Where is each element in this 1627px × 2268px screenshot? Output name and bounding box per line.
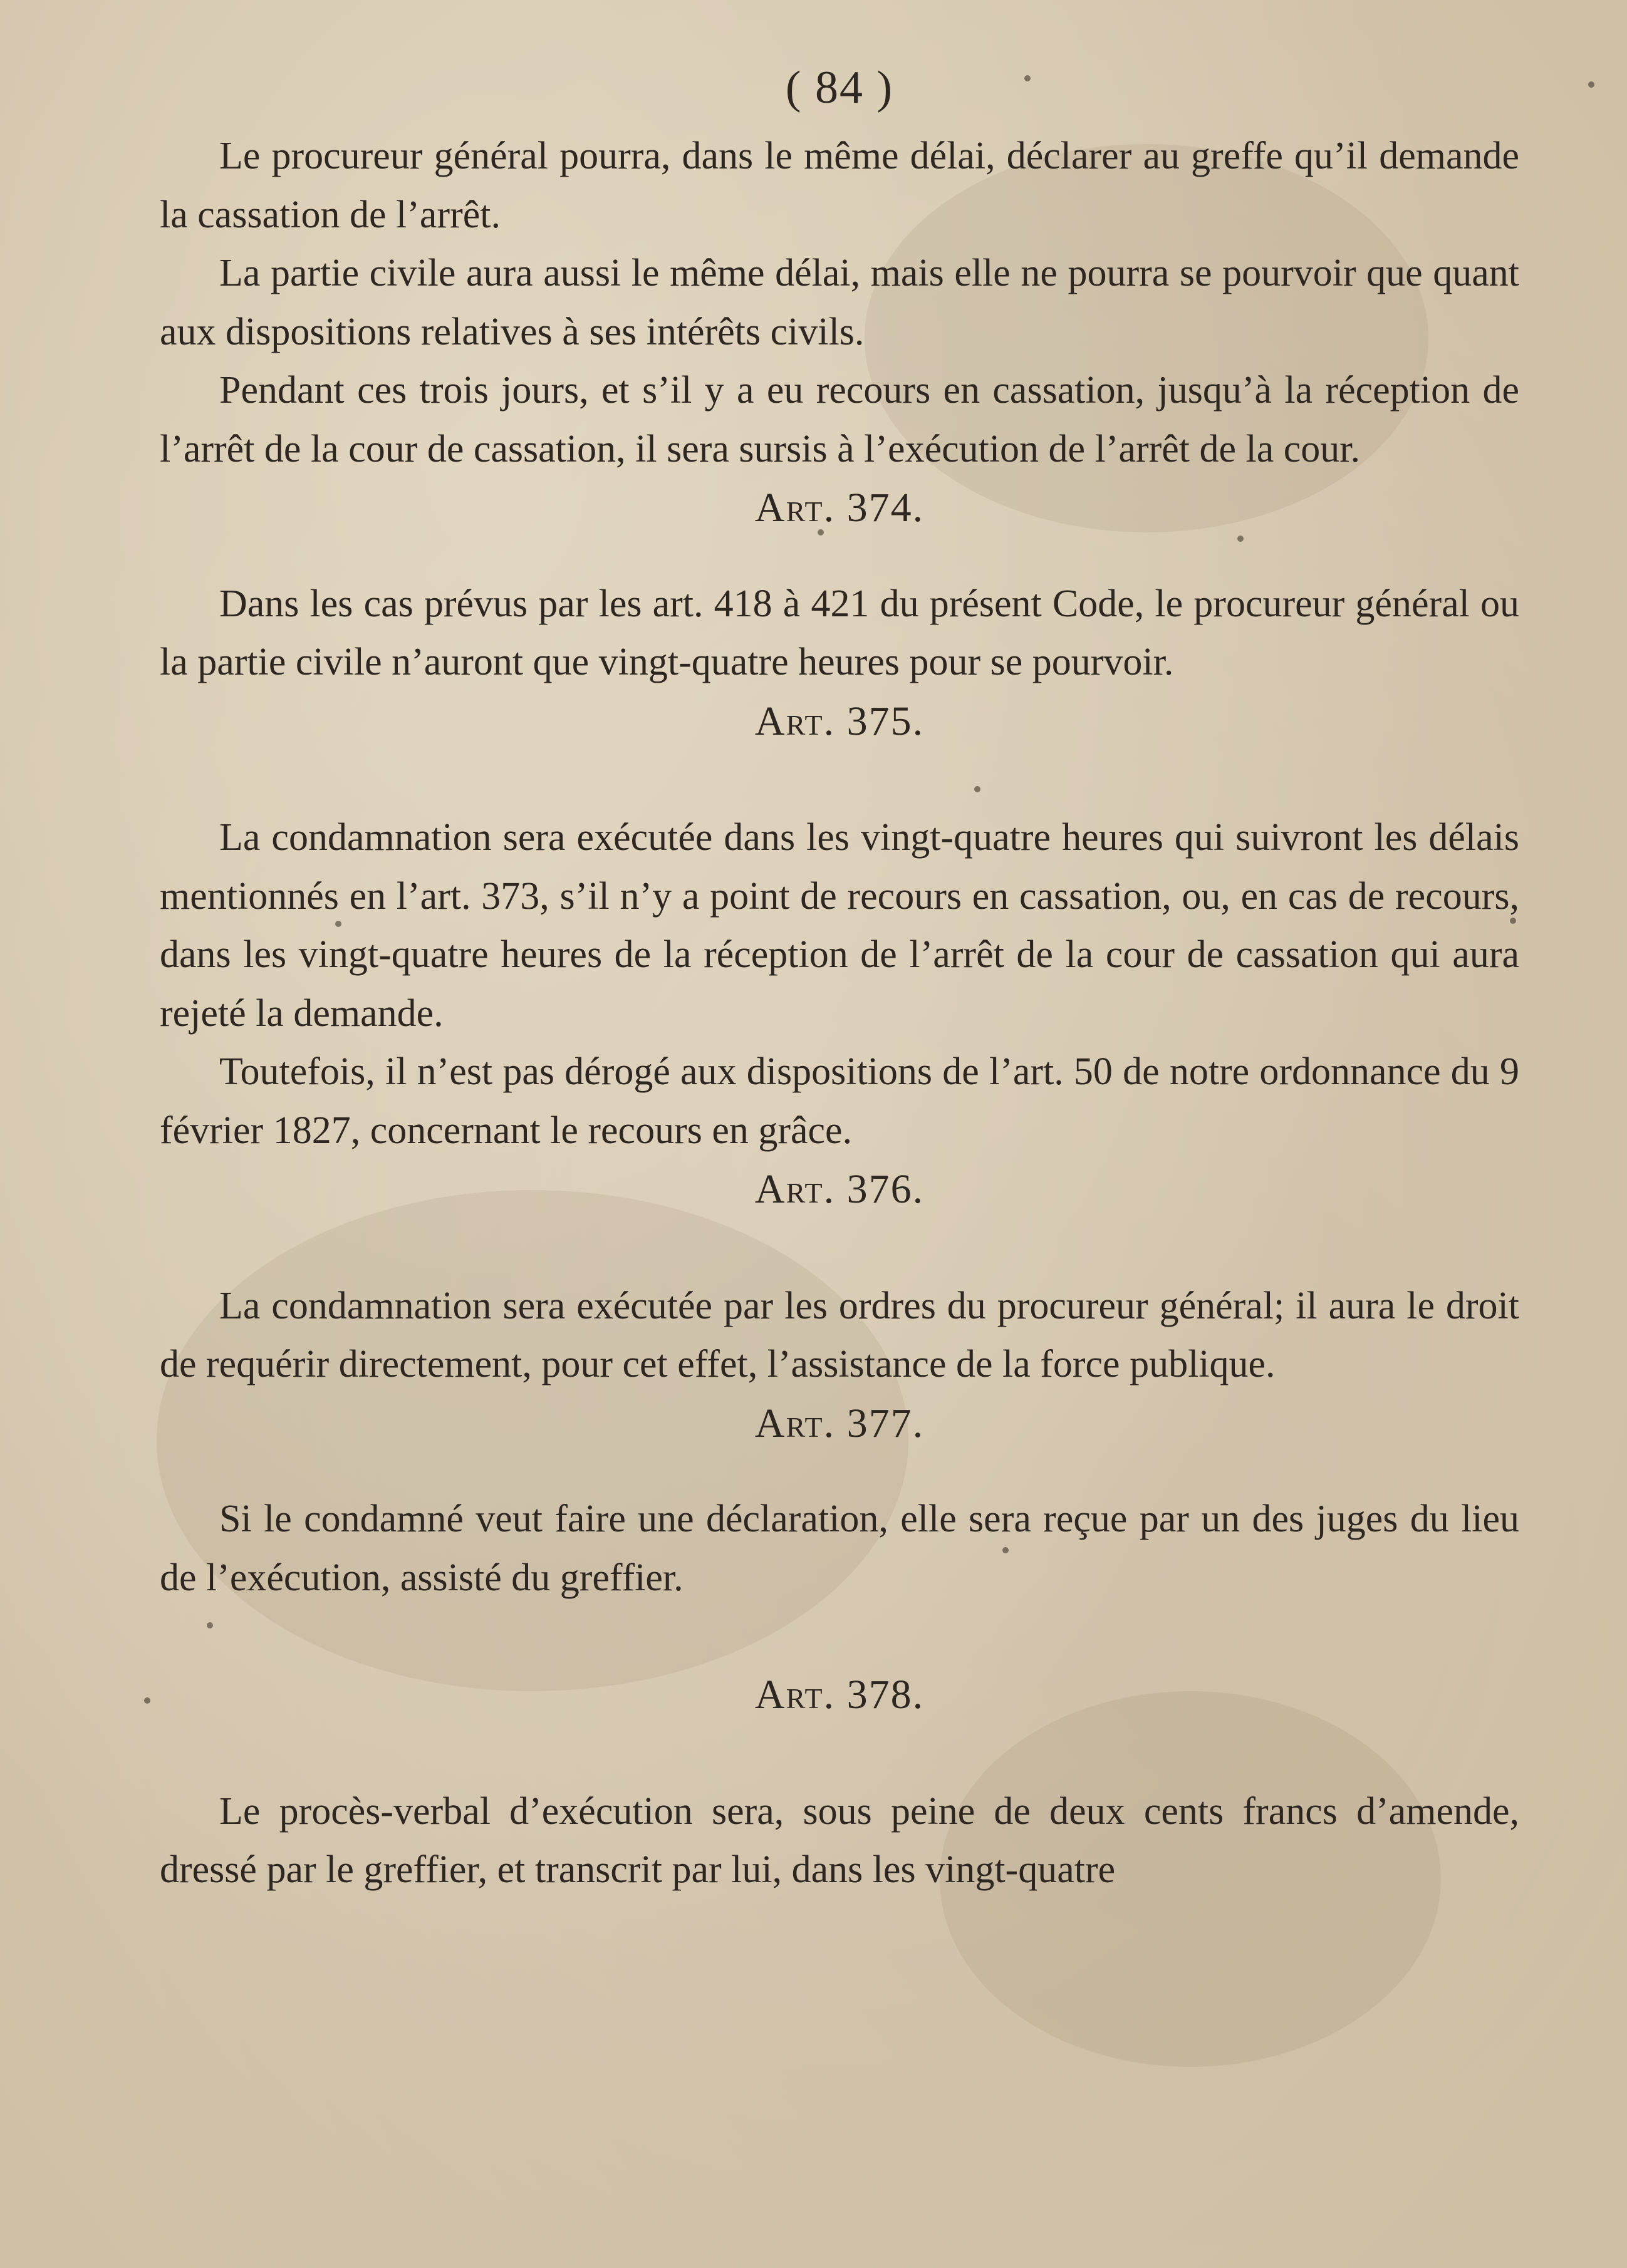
- article-heading: Art. 378.: [754, 1672, 925, 1717]
- article-heading: Art. 376.: [754, 1166, 925, 1212]
- paragraph: La condamnation sera exécutée dans les vingt-quatre heures qui suivront les délais mentionnés en l’art. 373, s’il n’y a point de recours en cassation, ou, en cas de recours, dans les vingt-quatre heures de la réception de l’arrêt de la cour de cassation qui aura rejeté la demande.: [160, 816, 1519, 1035]
- paragraph: Pendant ces trois jours, et s’il y a eu recours en cassation, jusqu’à la réception de l’arrêt de la cour de cassation, il sera sursis à l’exécution de l’arrêt de la cour.: [160, 369, 1519, 470]
- paragraph: Toutefois, il n’est pas dérogé aux dispositions de l’art. 50 de notre ordonnance du 9 février 1827, concernant le recours en grâce.: [160, 1050, 1519, 1152]
- article-heading: Art. 374.: [754, 485, 925, 531]
- page-number: ( 84 ): [785, 62, 894, 113]
- paragraph: Si le condamné veut faire une déclaration, elle sera reçue par un des juges du lieu de l’exécution, assisté du greffier.: [160, 1498, 1519, 1599]
- article-heading: Art. 375.: [754, 698, 925, 744]
- paragraph: Le procureur général pourra, dans le même délai, déclarer au greffe qu’il demande la cassation de l’arrêt.: [160, 135, 1519, 236]
- ink-speck: [1588, 81, 1594, 88]
- paragraph: La partie civile aura aussi le même délai, mais elle ne pourra se pourvoir que quant aux dispositions relatives à ses intérêts civils.: [160, 252, 1519, 353]
- article-heading: Art. 377.: [754, 1400, 925, 1446]
- paragraph: La condamnation sera exécutée par les ordres du procureur général; il aura le droit de requérir directement, pour cet effet, l’assistance de la force publique.: [160, 1284, 1519, 1385]
- ink-speck: [144, 1697, 150, 1704]
- paragraph: Le procès-verbal d’exécution sera, sous peine de deux cents francs d’amende, dressé par le greffier, et transcrit par lui, dans les vingt-quatre: [160, 1789, 1519, 1891]
- text-block: [160, 60, 1519, 1900]
- paragraph: Dans les cas prévus par les art. 418 à 421 du présent Code, le procureur général ou la partie civile n’auront que vingt-quatre heures pour se pourvoir.: [160, 582, 1519, 683]
